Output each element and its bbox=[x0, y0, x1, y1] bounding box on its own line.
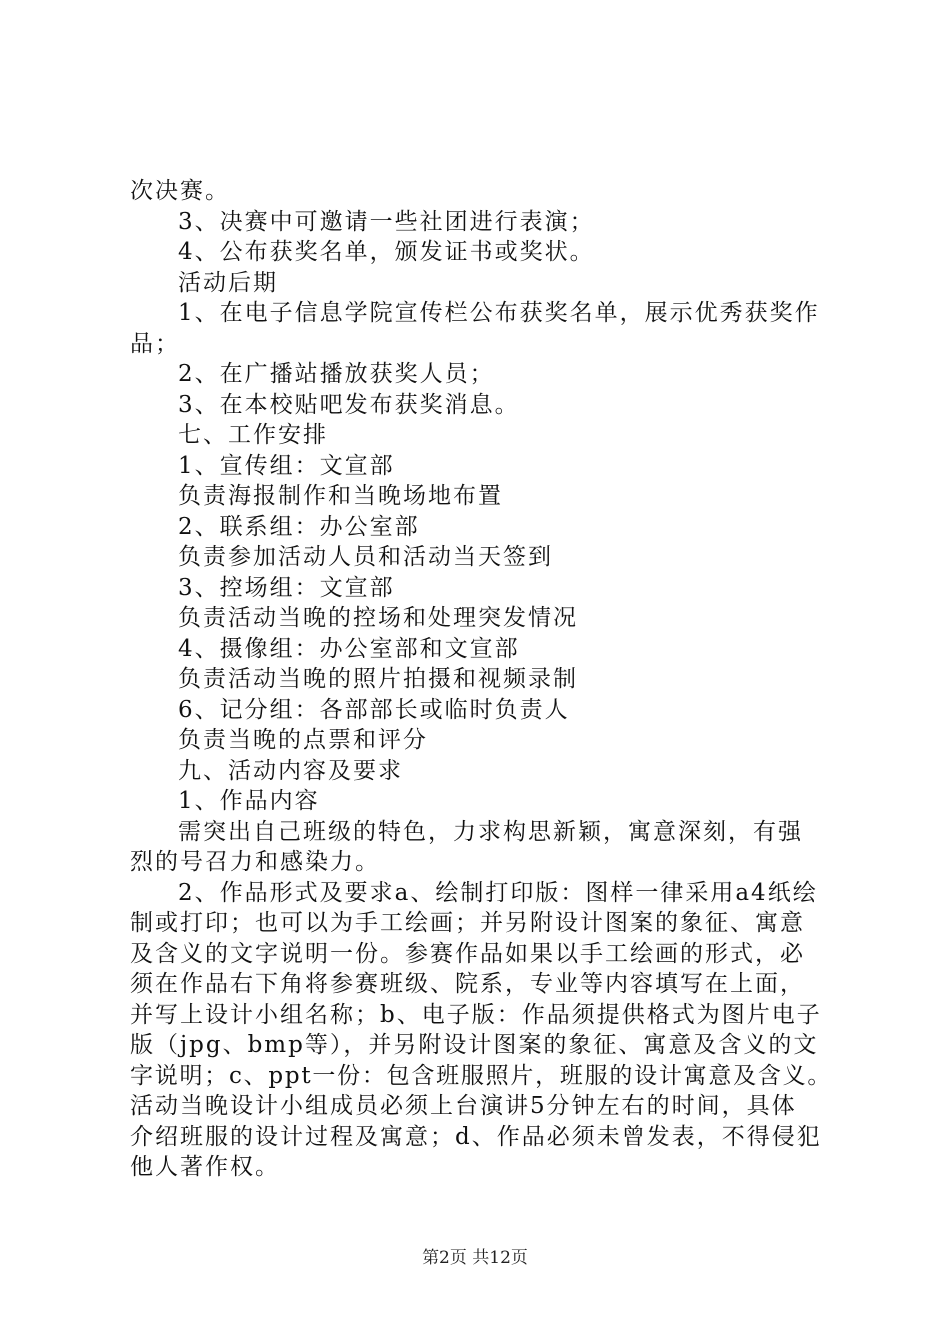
text-line: 烈的号召力和感染力。 bbox=[130, 849, 380, 875]
text-line: 次决赛。 bbox=[130, 178, 230, 204]
text-line: 活动当晚设计小组成员必须上台演讲5分钟左右的时间，具体 bbox=[130, 1093, 797, 1119]
text-line: 及含义的文字说明一份。参赛作品如果以手工绘画的形式，必 bbox=[130, 940, 805, 967]
text-line: 负责活动当晚的照片拍摄和视频录制 bbox=[178, 666, 578, 692]
text-line: 需突出自己班级的特色，力求构思新颖，寓意深刻，有强 bbox=[178, 818, 803, 845]
document-body bbox=[130, 176, 835, 1183]
text-line: 负责海报制作和当晚场地布置 bbox=[178, 483, 503, 509]
text-line: 负责参加活动人员和活动当天签到 bbox=[178, 544, 553, 570]
text-line: 并写上设计小组名称；b、电子版：作品须提供格式为图片电子 bbox=[130, 1001, 822, 1028]
text-line: 2、作品形式及要求a、绘制打印版：图样一律采用a4纸绘 bbox=[178, 879, 818, 906]
text-line: 版（jpg、bmp等），并另附设计图案的象征、寓意及含义的文 bbox=[130, 1032, 819, 1058]
text-line: 七、工作安排 bbox=[178, 422, 328, 448]
text-line: 1、作品内容 bbox=[178, 788, 320, 814]
text-line: 他人著作权。 bbox=[130, 1154, 280, 1180]
page-footer: 第2页 共12页 bbox=[422, 1248, 528, 1268]
text-line: 负责活动当晚的控场和处理突发情况 bbox=[178, 605, 578, 631]
text-line: 须在作品右下角将参赛班级、院系，专业等内容填写在上面， bbox=[130, 971, 805, 997]
text-line: 3、控场组：文宣部 bbox=[178, 574, 395, 601]
text-line: 字说明；c、ppt一份：包含班服照片，班服的设计寓意及含义。 bbox=[130, 1062, 833, 1089]
text-line: 6、记分组：各部部长或临时负责人 bbox=[178, 696, 570, 723]
text-line: 负责当晚的点票和评分 bbox=[178, 727, 428, 753]
text-line: 九、活动内容及要求 bbox=[178, 757, 403, 784]
text-line: 4、摄像组：办公室部和文宣部 bbox=[178, 635, 520, 662]
text-line: 3、在本校贴吧发布获奖消息。 bbox=[178, 391, 520, 418]
text-line: 1、在电子信息学院宣传栏公布获奖名单，展示优秀获奖作 bbox=[178, 300, 820, 326]
text-line: 2、在广播站播放获奖人员； bbox=[178, 361, 495, 387]
text-line: 2、联系组：办公室部 bbox=[178, 513, 420, 540]
text-line: 4、公布获奖名单，颁发证书或奖状。 bbox=[178, 239, 595, 265]
text-line: 品； bbox=[130, 330, 180, 357]
text-line: 活动后期 bbox=[178, 269, 278, 296]
text-line: 介绍班服的设计过程及寓意；d、作品必须未曾发表，不得侵犯 bbox=[130, 1123, 822, 1150]
text-line: 制或打印；也可以为手工绘画；并另附设计图案的象征、寓意 bbox=[130, 910, 805, 936]
text-line: 1、宣传组：文宣部 bbox=[178, 452, 395, 479]
text-line: 3、决赛中可邀请一些社团进行表演； bbox=[178, 208, 595, 235]
